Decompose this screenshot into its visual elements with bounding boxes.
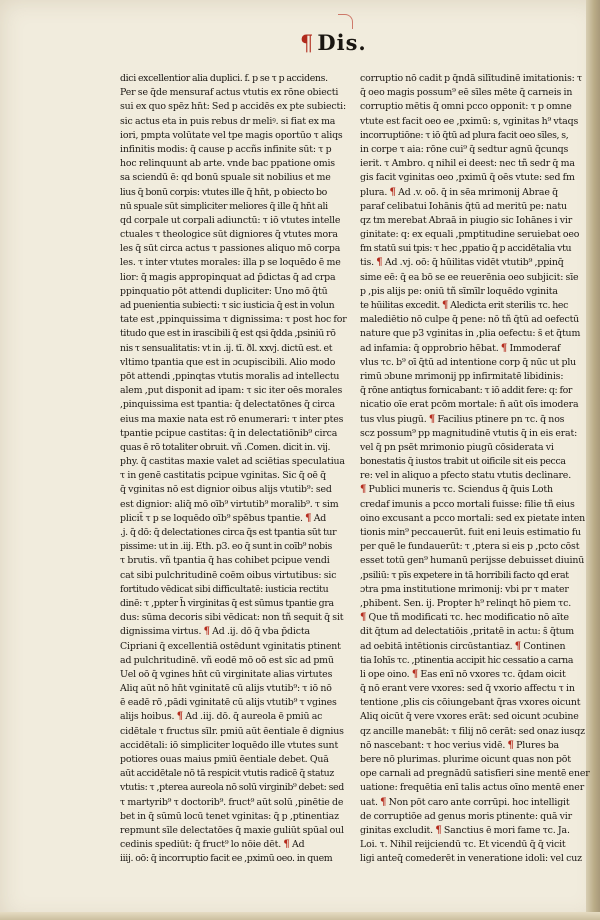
page-edge-bottom: [0, 912, 600, 920]
text-line: ɔtra pma institutione mrimonij: vbi pr τ mater: [360, 583, 569, 595]
text-line: ,psiliū: τ pīs expetere in tā horribili facto qd erat: [360, 569, 569, 581]
text-line: ad oebitā intētionis circūstantiaz. ¶ Continen: [360, 640, 566, 652]
text-line: .j. q̄ dō: q̄ delectationes circa q̄s est tpantia sūt tur: [120, 527, 337, 538]
text-line: uatione: frequētia enī talis actus oīno mentē ener: [360, 782, 585, 794]
text-line: aūt accidētale nō tā respicit vtutis radicē q̄ statuz: [120, 768, 334, 780]
text-line: ,phibent. Sen. ij. Propter h⁹ relinqt hō piem τc.: [360, 597, 572, 609]
text-line: alem ,put disponit ad ipam: τ sic iter oēs morales: [120, 385, 343, 397]
text-line: sa sciendū ē: qd bonū spuale sit nobilius et me: [120, 172, 331, 184]
text-line: bonestatis q̄ iustos trabit ut oificile sit eis pecca: [360, 456, 566, 468]
text-line: plura. ¶ Ad .v. oō. q̄ in sēa mrimonij Abrae q̄: [360, 186, 558, 198]
text-line: tpantie pcipue castitas: q̄ in delectatiōnib⁹ circa: [120, 427, 338, 439]
text-line: qd corpale ut corpali adiunctū: τ iō vtutes intelle: [120, 214, 341, 226]
text-line: cat sibi pulchritudinē coēm oibus virtutibus: sic: [120, 569, 337, 581]
text-line: tentione ,plis cis cōiungebant q̄ras vxores oicunt: [360, 697, 581, 709]
text-line: ppinquatio pōt attendi dupliciter: Uno mō q̄tū: [120, 285, 328, 297]
text-line: ligi anteq̄ comederēt in veneratione idoli: vel cuz: [360, 853, 582, 865]
text-line: τ in genē castitatis pcipue vginitas. Sic q̄ oē q̄: [120, 470, 327, 482]
text-line: q̄ oeo magis possum⁹ eē sīles mēte q̄ carneis in: [360, 87, 573, 99]
text-line: τ brutis. vñ tpantia q̄ has cohibet pcipue vendi: [120, 555, 330, 567]
rubric-pilcrow: ¶: [283, 839, 290, 851]
text-line: q̄ nō erant vere vxores: sed q̄ vxorio affectu τ in: [360, 683, 575, 695]
text-line: infinitis modis: q̄ cause p accñs infinite sūt: τ p: [120, 143, 332, 155]
text-line: pissime: ut in .iij. Eth. p3. eo q̄ sunt in coīb⁹ nobis: [120, 541, 332, 553]
rubric-pilcrow: ¶: [305, 512, 312, 524]
text-line: fm statū sui tpis: τ hec ,ppatio q̄ p accidētalia vtu: [360, 243, 572, 255]
text-line: ctuales τ theologice sūt digniores q̄ vtutes mora: [120, 229, 338, 241]
text-line: vtute est facit oeo ee ,pximū: s, vginitas h⁹ vtaqs: [360, 115, 579, 127]
rubric-pilcrow: ¶: [507, 739, 514, 751]
text-line: qz tm merebat Abraā in piugio sic Iohānes i vir: [360, 214, 573, 226]
text-line: bet in q̄ sūmū locū tenet vginitas: q̄ p ,ptinentiaz: [120, 810, 339, 822]
text-line: li ope oino. ¶ Eas enī nō vxores τc. q̄dam oicit: [360, 668, 566, 680]
text-line: te hūilitas excedit. ¶ Aledicta erit sterilis τc. hec: [360, 300, 568, 311]
text-line: les q̄ sūt circa actus τ passiones aliquo mō corpa: [120, 243, 341, 255]
rubric-pilcrow: ¶: [442, 300, 449, 311]
text-line: Uel oō q̄ vgines hn̄t cū virginitate alias virtutes: [120, 668, 333, 680]
text-line: vlus τc. b⁹ oī q̄tū ad intentione corp q̄ nūc ut plu: [360, 356, 577, 368]
text-line: ginitate: q: ex equali ,pmptitudine seruiebat oeo: [360, 229, 580, 241]
text-line: ē eadē rō ,pādi vginitatē cū alijs vtutib⁹ τ vgines: [120, 697, 337, 709]
text-line: τ martyrib⁹ τ doctorib⁹. fruct⁹ aūt solū ,pinētie de: [120, 796, 344, 808]
text-line: esset totū gen⁹ humanū perijsse debuisset diuinū: [360, 555, 585, 567]
text-line: nis τ sensualitatis: vt in .ij. tī. ðl. xxvj. dictū est. et: [120, 342, 333, 354]
text-line: corruptio nō cadit p q̄ndā silītudinē imitationis: τ: [360, 73, 582, 84]
text-line: dus: sūma decoris sibi vēdicat: non tñ sequit q̄ sit: [120, 612, 344, 624]
text-line: ,pinquissima est tpantia: q̄ delectatōnes q̄ circa: [120, 399, 335, 411]
text-line: accidētali: iō simpliciter loquēdo ille vtutes sunt: [120, 739, 339, 751]
text-line: hoc relinquunt ab arte. vnde bac ppatione omis: [120, 158, 335, 170]
text-line: ad pulchritudinē. vñ eodē mō oō est sīc ad pmū: [120, 654, 334, 666]
text-line: ope carnali ad pregnādū satisfieri sine mentē ener: [360, 768, 590, 780]
text-line: uat. ¶ Non pōt caro ante corrūpi. hoc intelligit: [360, 796, 570, 808]
text-line: gis facit vginitas oeo ,pximū q̄ oēs vtute: sed fm: [360, 172, 575, 184]
text-line: qz ancille manebāt: τ filij nō cerāt: sed onaz iusqz: [360, 725, 585, 737]
text-line: re: vel in aliquo a pfecto statu vtutis declinare.: [360, 470, 572, 482]
text-line: corruptio mētis q̄ omni pcco opponit: τ p omne: [360, 101, 572, 113]
text-line: rimū ɔbune mrimonij pp infirmitatē libidinis:: [360, 370, 564, 382]
text-line: cedinis spediūt: q̄ fruct⁹ lo nōie dēt. ¶ Ad: [120, 839, 305, 851]
text-line: nū spuale sūt simpliciter meliores q̄ ille q̄ hn̄t ali: [120, 200, 328, 212]
text-line: oino excusant a pcco mortali: sed ex pietate inten: [360, 512, 586, 524]
text-line: malediētio nō culpe q̄ pene: nō tñ q̄tū ad oefectū: [360, 314, 580, 326]
text-line: sic actus eta in puis rebus dr meliꝰ. si fiat ex ma: [120, 115, 336, 127]
text-line: bere nō plurimas. plurime oicunt quas non pōt: [360, 754, 571, 765]
text-line: phy. q̄ castitas maxie valet ad sciētias speculatiua: [120, 456, 345, 468]
text-line: ierit. τ Ambro. q nihil ei deest: nec tñ sedr q̄ ma: [360, 158, 575, 170]
text-line: lior: q̄ magis appropinquat ad p̄dictas q̄ ad crpa: [120, 271, 336, 283]
text-line: ¶ Publici muneris τc. Sciendus q̄ q̄uis Loth: [360, 484, 553, 496]
text-line: cidētale τ fructus sīlr. pmiū aūt ēentiale ē dignius: [120, 725, 344, 737]
text-line: Per se q̄de mensuraf actus vtutis ex rōne obiecti: [120, 87, 339, 99]
rubric-pilcrow: ¶: [203, 626, 210, 638]
text-line: tate est ,ppinquissima τ dignissima: τ post hoc for: [120, 314, 347, 326]
text-line: Loi. τ. Nihil reijciendū τc. Et vicendū q̄ q̄ vicit: [360, 839, 566, 851]
text-line: Aliq aūt nō hn̄t vginitatē cū alijs vtutib⁹: τ iō nō: [120, 683, 332, 695]
text-line: p ,pis alijs pe: oniū tñ sīmīlr loquēdo vginita: [360, 285, 558, 297]
text-line: dit q̄tum ad delectatiōis ,pritatē in actu: s̄ q̄tum: [360, 626, 574, 638]
text-line: vel q̄ pn psēt mrimonio piugū cōsiderata vi: [360, 441, 554, 453]
pilcrow-mark: ¶: [300, 31, 315, 55]
text-line: est dignior: aliq̄ mō oīb⁹ virtutib⁹ moralib⁹. τ sim: [120, 498, 339, 510]
rubric-pilcrow: ¶: [514, 640, 521, 652]
text-line: tionis min⁹ peccauerūt. fuit eni leuis estimatio fu: [360, 527, 581, 538]
text-line: sime eē: q̄ ea bō se ee reuerēnia oeo subjicit: sīe: [360, 271, 579, 283]
text-line: iiij. oō: q̄ incorruptio facit ee ,pximū oeo. in quem: [120, 853, 333, 865]
text-line: q̄ rōne antiqtus fornicabant: τ iō addit fere: q: for: [360, 385, 573, 397]
text-line: fortitudo vēdicat sibi difficultatē: iusticia rectitu: [120, 583, 329, 595]
text-line: incorruptiōne: τ iō q̄tū ad plura facit oeo sīles, s,: [360, 129, 569, 141]
text-line: ad infamia: q̄ opprobrio hēbat. ¶ Immoderaf: [360, 342, 561, 354]
rubric-pilcrow: ¶: [411, 668, 419, 680]
text-line: quas ē rō totaliter obruit. vñ .Comen. dicit in. vij.: [120, 441, 331, 453]
text-line: pōt attendi ,ppinqtas vtutis moralis ad intellectu: [120, 370, 340, 382]
rubric-pilcrow: ¶: [389, 186, 396, 198]
text-line: potiores ouas maius pmiū ēentiale debet. Quā: [120, 754, 329, 765]
text-line: scz possum⁹ pp magnitudinē vtutis q̄ in eis erat:: [360, 427, 578, 439]
text-line: q̄ vginitas nō est dignior oibus alijs vtutib⁹: sed: [120, 484, 332, 496]
headline-title: Dis.: [317, 30, 367, 55]
rubric-pilcrow: ¶: [376, 257, 383, 269]
text-line: credaf imunis a pcco mortali fuisse: filie tñ eius: [360, 498, 575, 510]
text-column-right: [360, 72, 594, 865]
rubric-pilcrow: ¶: [380, 796, 387, 808]
rubric-pilcrow: ¶: [500, 342, 508, 354]
text-line: tis. ¶ Ad .vj. oō: q̄ hūilitas vidēt vtutib⁹ ,ppinq̄: [360, 257, 564, 269]
text-line: Aliq oicūt q̄ vere vxores erāt: sed oicunt ɔcubine: [360, 711, 579, 723]
text-line: paraf celibatui Iohānis q̄tū ad meritū pe: natu: [360, 200, 567, 212]
text-line: ginitas excludit. ¶ Sanctius ē mori fame τc. Ja.: [360, 824, 570, 836]
text-line: eius ma maxie nata est rō enumerari: τ inter ptes: [120, 413, 344, 425]
text-line: lius q̄ bonū corpis: vtutes ille q̄ hn̄t, p obiecto bo: [120, 186, 327, 198]
text-line: nicatio oīe erat pcōm mortale: n̄ aūt oīs imodera: [360, 399, 579, 411]
text-line: dinē: τ ,ppter h̄ virginitas q̄ est sūmus tpantie gra: [120, 597, 334, 609]
text-line: titudo que est in irascibili q̄ est qsi q̄dda ,psiniū rō: [120, 328, 336, 340]
text-line: dignissima virtus. ¶ Ad .ij. dō q̄ vba p̄dicta: [120, 626, 310, 638]
text-line: repmunt sīle delectatōes q̄ maxie guliūt spūal oul: [120, 824, 344, 836]
margin-flourish: [338, 14, 353, 29]
text-line: nature que p3 vginitas in ,plia oefectu: s̄ et q̄tum: [360, 328, 581, 340]
text-line: tia Iohīs τc. ,ptinentia accipit hic cessatio a carna: [360, 654, 574, 666]
text-line: sui ex quo spēz hn̄t: Sed p accidēs ex pte subiecti:: [120, 101, 346, 113]
text-line: alijs hoibus. ¶ Ad .iij. dō. q̄ aureola ē pmiū ac: [120, 711, 323, 723]
text-line: les. τ inter vtutes morales: illa p se loquēdo ē me: [120, 257, 341, 269]
text-line: ad puenientia subiecti: τ sic iusticia q̄ est in volun: [120, 300, 335, 311]
text-line: dici excellentior alia duplici. f. p se τ p accidens.: [120, 73, 328, 84]
text-line: tus vlus piugū. ¶ Facilius ptinere pn τc. q̄ nos: [360, 413, 565, 425]
text-line: ¶ Que tñ modificati τc. hec modificatio nō aīte: [360, 612, 569, 624]
running-headline: [300, 30, 390, 56]
rubric-pilcrow: ¶: [176, 711, 183, 723]
text-line: per quē le fundauerūt: τ ,ptera si eis p ,pcto cōst: [360, 541, 580, 553]
text-line: vltimo tpantia que est in ɔcupiscibili. Alio modo: [120, 356, 336, 368]
text-line: Cipriani q̄ excellentiā ostēdunt vginitatis ptinent: [120, 640, 341, 652]
text-column-left: [120, 72, 354, 865]
text-line: plicit̄ τ p se loquēdo oīb⁹ spēbus tpantie. ¶ Ad: [120, 512, 327, 524]
text-line: de corruptiōe ad genus moris ptinente: quā vir: [360, 810, 572, 822]
text-line: vtutis: τ ,pterea aureola nō solū virginib⁹ debet: sed: [120, 782, 344, 794]
rubric-pilcrow: ¶: [428, 413, 436, 425]
text-line: iori, pmpta volūtate vel tpe magis oportūo τ aliqs: [120, 129, 343, 141]
text-line: in corpe τ aia: rōne cui⁹ q̄ sedtur agnū q̄cunqs: [360, 143, 569, 155]
text-line: nō nascebant: τ hoc verius vidē. ¶ Plures ba: [360, 739, 559, 751]
rubric-pilcrow: ¶: [435, 824, 442, 836]
rubric-pilcrow: ¶: [360, 612, 367, 624]
rubric-pilcrow: ¶: [360, 484, 367, 496]
